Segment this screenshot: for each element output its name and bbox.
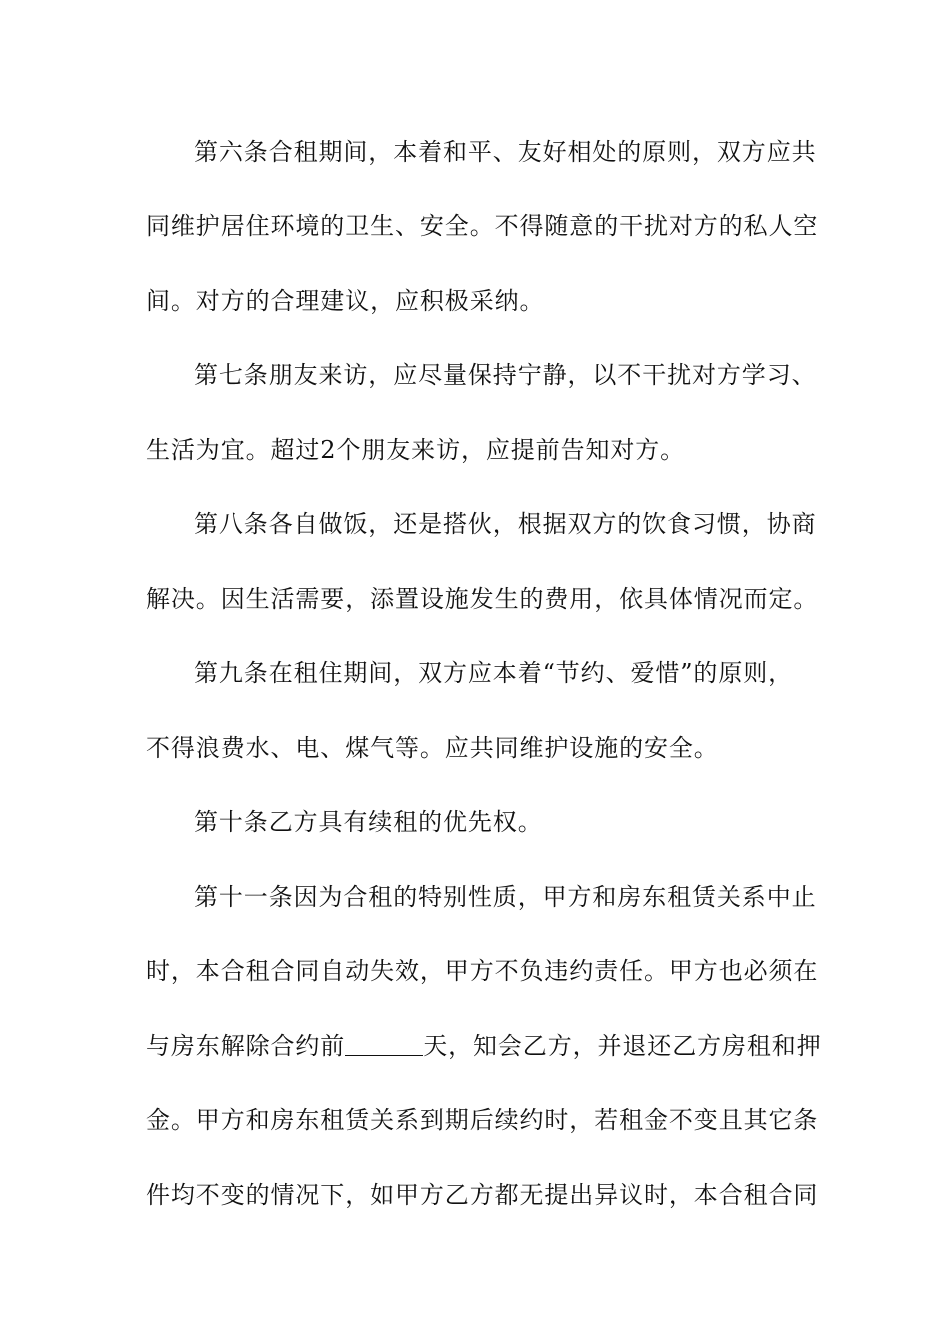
blank-suffix-text: 天，知会乙方，并退还乙方房租和押 bbox=[423, 1032, 822, 1060]
blank-prefix-text: 与房东解除合约前 bbox=[146, 1032, 346, 1060]
paragraph-line: 金。甲方和房东租赁关系到期后续约时，若租金不变且其它条 bbox=[146, 1106, 819, 1134]
fill-in-blank bbox=[345, 1031, 423, 1056]
paragraph-line: 第十一条因为合租的特别性质，甲方和房东租赁关系中止 bbox=[194, 883, 817, 911]
paragraph-line: 第九条在租住期间，双方应本着“节约、爱惜”的原则， bbox=[194, 659, 794, 687]
paragraph-line: 第八条各自做饭，还是搭伙，根据双方的饮食习惯，协商 bbox=[194, 510, 817, 538]
paragraph-line: 间。对方的合理建议，应积极采纳。 bbox=[146, 287, 545, 315]
paragraph-line: 同维护居住环境的卫生、安全。不得随意的干扰对方的私人空 bbox=[146, 212, 819, 240]
paragraph-line: 第十条乙方具有续租的优先权。 bbox=[194, 808, 543, 836]
paragraph-line: 件均不变的情况下，如甲方乙方都无提出异议时，本合租合同 bbox=[146, 1181, 819, 1209]
paragraph-line-with-blank bbox=[146, 1026, 836, 1066]
paragraph-line: 生活为宜。超过2个朋友来访，应提前告知对方。 bbox=[146, 436, 686, 464]
paragraph-line: 第七条朋友来访，应尽量保持宁静，以不干扰对方学习、 bbox=[194, 361, 817, 389]
paragraph-line: 不得浪费水、电、煤气等。应共同维护设施的安全。 bbox=[146, 734, 719, 762]
paragraph-line: 时，本合租合同自动失效，甲方不负违约责任。甲方也必须在 bbox=[146, 957, 819, 985]
paragraph-line: 解决。因生活需要，添置设施发生的费用，依具体情况而定。 bbox=[146, 585, 819, 613]
paragraph-line: 第六条合租期间，本着和平、友好相处的原则，双方应共 bbox=[194, 138, 817, 166]
